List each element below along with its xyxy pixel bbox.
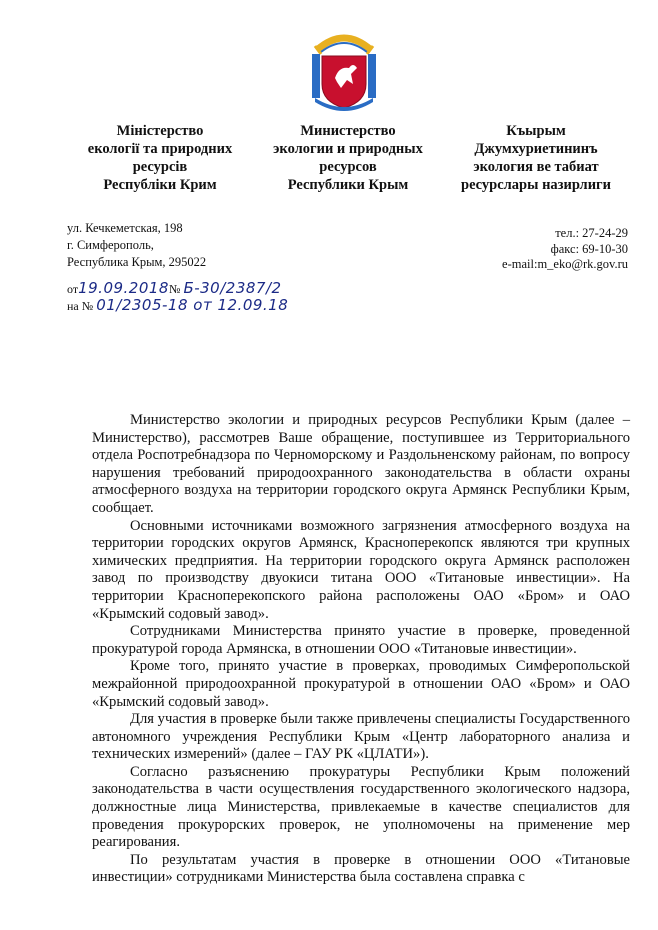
contact-email: e-mail:m_eko@rk.gov.ru (502, 257, 628, 271)
registration-date: 19.09.2018 (78, 279, 169, 297)
reply-label: на № (67, 299, 94, 313)
contact-info (502, 226, 628, 273)
paragraph: Кроме того, принято участие в проверках, проводимых Симферопольской межрайонной природоохранной прокуратурой в отношении ОАО «Бром» и ОАО «Крымский содовый завод». (92, 658, 630, 710)
reply-reference-line (67, 296, 288, 314)
postal-address (67, 220, 206, 271)
header-ministry-ukrainian: Міністерство екології та природних ресурсів Республіки Крим (87, 123, 233, 193)
reply-number: 01/2305-18 от 12.09.18 (96, 296, 289, 314)
header-ministry-russian: Министерство экологии и природных ресурсов Республики Крым (273, 123, 423, 193)
paragraph: Для участия в проверке были также привлечены специалисты Государственного автономного учреждения Республики Крым «Центр лабораторного анализа и технических измерений» (далее – ГАУ РК «ЦЛАТИ»). (92, 711, 630, 763)
registration-number: Б-30/2387/2 (183, 279, 282, 297)
paragraph: Министерство экологии и природных ресурсов Республики Крым (далее – Министерство), рассмотрев Ваше обращение, поступившее из Территориального отдела Роспотребнадзора по Черноморскому и Раздольненскому районам, по вопросу нарушения требований природоохранного законодательства в области охраны атмосферного воздуха на территории городского округа Армянск Республики Крым, сообщает. (92, 412, 630, 516)
from-label: от (67, 282, 79, 296)
paragraph: Сотрудниками Министерства принято участие в проверке, проведенной прокуратурой города Армянска, в отношении ООО «Титановые инвестиции». (92, 623, 630, 657)
registration-line (67, 279, 282, 297)
number-label: № (168, 282, 181, 296)
paragraph: Основными источниками возможного загрязнения атмосферного воздуха на территории городских округов Армянск, Красноперекопск являются три крупных химических предприятия. На территории городского округа Армянск расположен завод по производству двуокиси титана ООО «Титановые инвестиции». На территории Красноперекопского района расположены ОАО «Бром» и ОАО «Крымский содовый завод». (92, 517, 630, 622)
contact-phone: тел.: 27-24-29 (555, 226, 628, 240)
header-ministry-crimean-tatar: Къырым Джумхуриетининъ экология ве табиат ресурслары назирлиги (461, 123, 611, 193)
address-region: Республика Крым, 295022 (67, 255, 207, 269)
crimea-coat-of-arms-icon (307, 26, 381, 112)
address-city: г. Симферополь, (67, 238, 154, 252)
letter-body (92, 412, 630, 887)
paragraph: Согласно разъяснению прокуратуры Республики Крым положений законодательства в части осуществления государственного экологического надзора, должностные лица Министерства, привлекаемые в качестве специалистов для проведения прокурорских проверок, не уполномочены на применение мер реагирования. (92, 763, 630, 851)
address-street: ул. Кечкеметская, 198 (67, 221, 183, 235)
paragraph: По результатам участия в проверке в отношении ООО «Титановые инвестиции» сотрудниками Министерства была составлена справка с (92, 851, 630, 886)
contact-fax: факс: 69-10-30 (550, 241, 628, 256)
